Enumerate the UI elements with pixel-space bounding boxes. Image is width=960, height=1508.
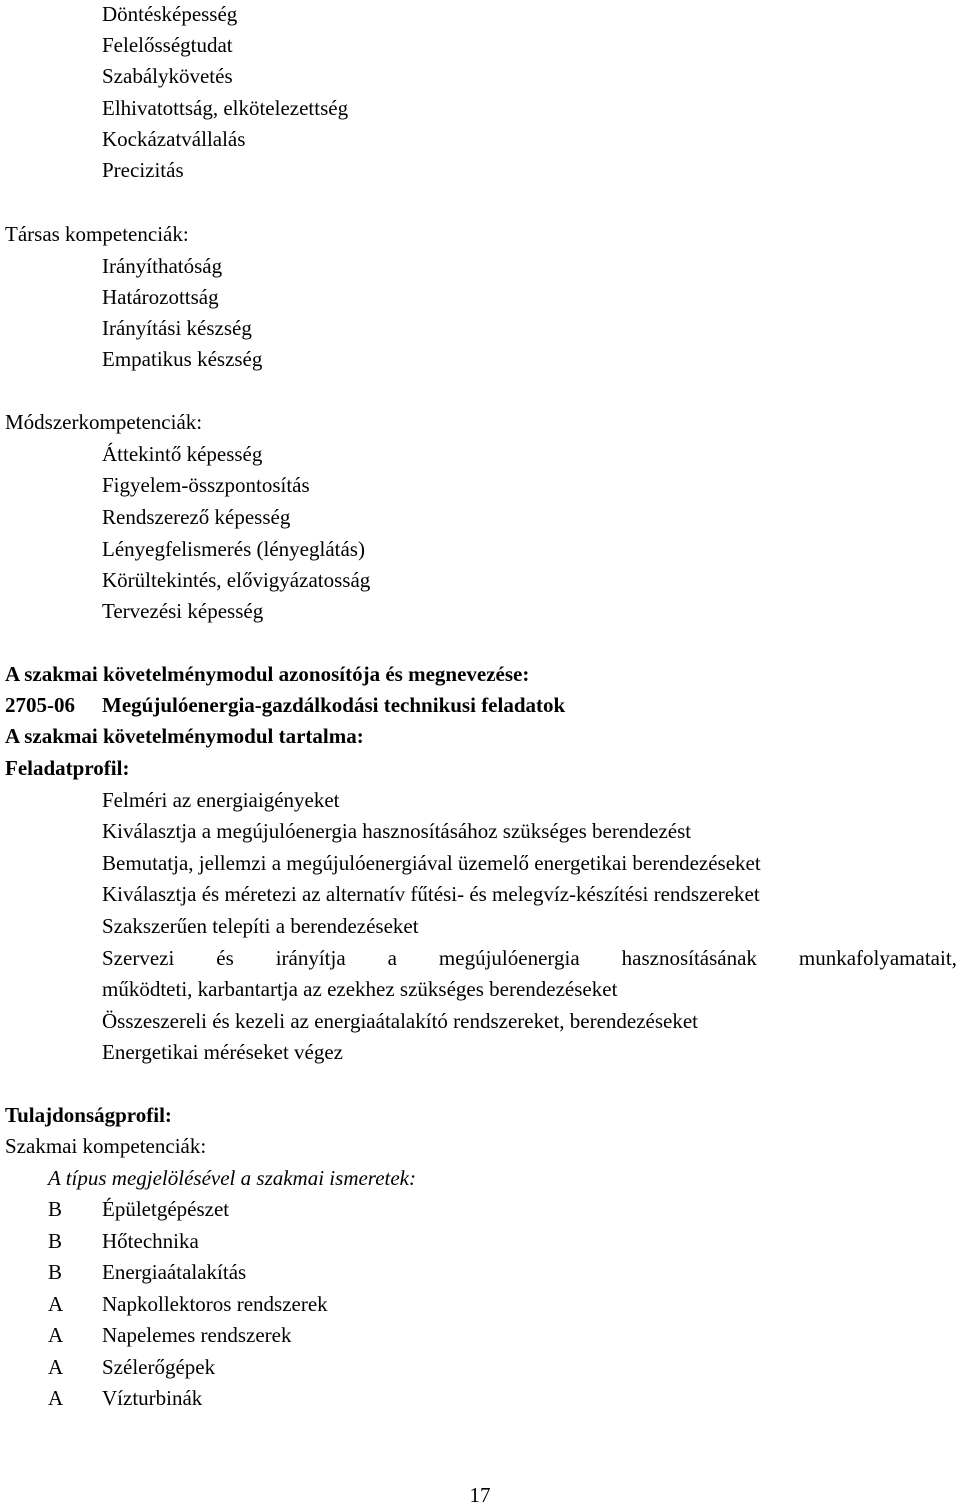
knowledge-label: Napelemes rendszerek [102, 1323, 292, 1347]
task-item: Bemutatja, jellemzi a megújulóenergiával üzemelő energetikai berendezéseket [102, 851, 761, 875]
social-heading: Társas kompetenciák: [5, 222, 189, 246]
knowledge-type: B [48, 1197, 63, 1221]
method-item: Lényegfelismerés (lényeglátás) [102, 537, 365, 561]
top-item: Kockázatvállalás [102, 127, 246, 151]
knowledge-type: A [48, 1386, 64, 1410]
knowledge-label: Hőtechnika [102, 1229, 199, 1253]
page-number: 17 [469, 1483, 491, 1507]
word: irányítja [275, 946, 346, 970]
task-item: Összeszereli és kezeli az energiaátalakító rendszereket, berendezéseket [102, 1009, 699, 1033]
top-item: Döntésképesség [102, 2, 238, 26]
top-item: Szabálykövetés [102, 64, 233, 88]
method-item: Körültekintés, elővigyázatosság [102, 568, 371, 592]
task-item-justified [102, 945, 957, 971]
knowledge-label: Napkollektoros rendszerek [102, 1292, 328, 1316]
method-item: Tervezési képesség [102, 599, 264, 623]
task-item: Felméri az energiaigényeket [102, 788, 340, 812]
module-code: 2705-06 [5, 693, 75, 717]
knowledge-type: A [48, 1292, 64, 1316]
knowledge-type: B [48, 1229, 63, 1253]
module-id-heading: A szakmai követelménymodul azonosítója és megnevezése: [5, 662, 530, 686]
module-name: Megújulóenergia-gazdálkodási technikusi feladatok [102, 693, 566, 717]
method-item: Áttekintő képesség [102, 442, 263, 466]
module-content-heading: A szakmai követelménymodul tartalma: [5, 724, 364, 748]
task-item: Kiválasztja és méretezi az alternatív fűtési- és melegvíz-készítési rendszereket [102, 882, 760, 906]
word: a [387, 946, 397, 970]
task-item: Szakszerűen telepíti a berendezéseket [102, 914, 419, 938]
social-item: Irányíthatóság [102, 254, 223, 278]
task-profile-heading: Feladatprofil: [5, 756, 130, 780]
word: munkafolyamatait, [798, 946, 957, 970]
top-item: Elhivatottság, elkötelezettség [102, 96, 349, 120]
method-heading: Módszerkompetenciák: [5, 410, 203, 434]
knowledge-label: Épületgépészet [102, 1197, 230, 1221]
task-item: Energetikai méréseket végez [102, 1040, 343, 1064]
social-item: Határozottság [102, 285, 219, 309]
knowledge-type: A [48, 1355, 64, 1379]
word: Szervezi [102, 946, 175, 970]
method-item: Rendszerező képesség [102, 505, 291, 529]
task-item-continuation: működteti, karbantartja az ezekhez szükséges berendezéseket [102, 977, 618, 1001]
knowledge-label: Energiaátalakítás [102, 1260, 247, 1284]
knowledge-type: A [48, 1323, 64, 1347]
top-item: Felelősségtudat [102, 33, 233, 57]
knowledge-label: Szélerőgépek [102, 1355, 216, 1379]
task-item: Kiválasztja a megújulóenergia hasznosításához szükséges berendezést [102, 819, 692, 843]
type-note: A típus megjelölésével a szakmai ismeretek: [48, 1166, 416, 1190]
method-item: Figyelem-összpontosítás [102, 473, 310, 497]
property-profile-heading: Tulajdonságprofil: [5, 1103, 172, 1127]
knowledge-label: Vízturbinák [102, 1386, 203, 1410]
word: hasznosításának [621, 946, 757, 970]
word: megújulóenergia [438, 946, 580, 970]
social-item: Empatikus készség [102, 347, 263, 371]
knowledge-type: B [48, 1260, 63, 1284]
top-item: Precizitás [102, 158, 184, 182]
professional-competencies-heading: Szakmai kompetenciák: [5, 1134, 207, 1158]
social-item: Irányítási készség [102, 316, 252, 340]
word: és [216, 946, 234, 970]
